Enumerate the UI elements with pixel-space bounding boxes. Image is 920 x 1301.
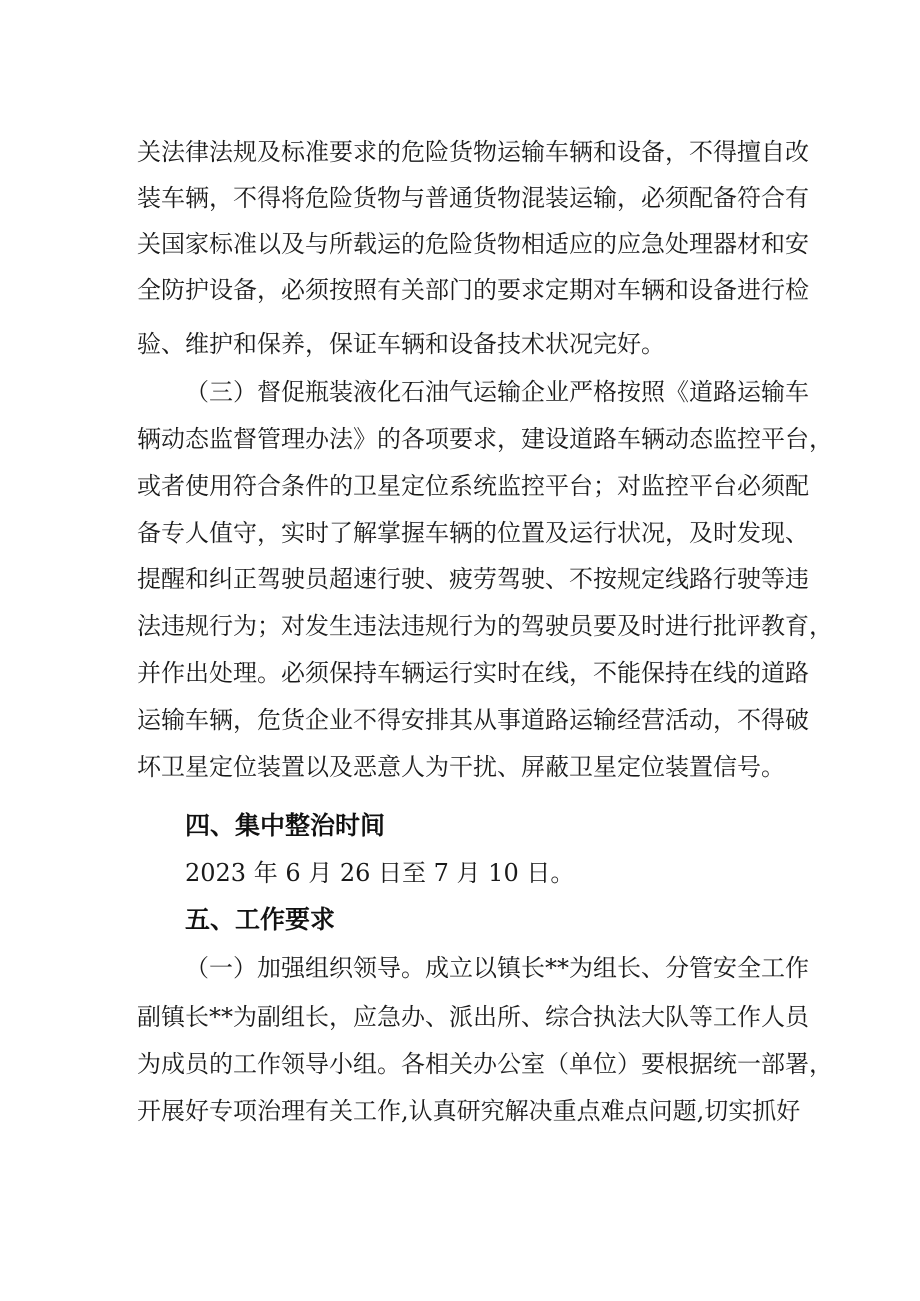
paragraph-line: 坏卫星定位装置以及恶意人为干扰、屏蔽卫星定位装置信号。 — [137, 753, 785, 781]
paragraph-line: （一）加强组织领导。成立以镇长**为组长、分管安全工作 — [185, 954, 809, 982]
section-heading-4: 四、集中整治时间 — [185, 811, 386, 840]
paragraph-line: 开展好专项治理有关工作,认真研究解决重点难点问题,切实抓好 — [137, 1097, 801, 1125]
paragraph-line: （三）督促瓶装液化石油气运输企业严格按照《道路运输车 — [185, 378, 809, 406]
paragraph-line: 副镇长**为副组长，应急办、派出所、综合执法大队等工作人员 — [137, 1003, 809, 1031]
paragraph-line: 备专人值守，实时了解掌握车辆的位置及运行状况，及时发现、 — [137, 519, 809, 547]
paragraph-line: 法违规行为；对发生违法违规行为的驾驶员要及时进行批评教育， — [137, 612, 833, 640]
schedule-text: 2023 年 6 月 26 日至 7 月 10 日。 — [185, 859, 575, 887]
section-heading-5: 五、工作要求 — [185, 905, 336, 934]
paragraph-line: 关法律法规及标准要求的危险货物运输车辆和设备，不得擅自改 — [137, 138, 809, 166]
paragraph-line: 全防护设备，必须按照有关部门的要求定期对车辆和设备进行检 — [137, 276, 809, 304]
paragraph-line: 辆动态监督管理办法》的各项要求，建设道路车辆动态监控平台， — [137, 425, 833, 453]
paragraph-line: 验、维护和保养，保证车辆和设备技术状况完好。 — [137, 330, 665, 358]
paragraph-line: 运输车辆，危货企业不得安排其从事道路运输经营活动，不得破 — [137, 706, 809, 734]
paragraph-line: 或者使用符合条件的卫星定位系统监控平台；对监控平台必须配 — [137, 472, 809, 500]
paragraph-line: 装车辆，不得将危险货物与普通货物混装运输，必须配备符合有 — [137, 184, 809, 212]
paragraph-line: 提醒和纠正驾驶员超速行驶、疲劳驾驶、不按规定线路行驶等违 — [137, 565, 809, 593]
paragraph-line: 并作出处理。必须保持车辆运行实时在线，不能保持在线的道路 — [137, 659, 809, 687]
paragraph-line: 关国家标准以及与所载运的危险货物相适应的应急处理器材和安 — [137, 230, 809, 258]
paragraph-line: 为成员的工作领导小组。各相关办公室（单位）要根据统一部署， — [137, 1050, 833, 1078]
